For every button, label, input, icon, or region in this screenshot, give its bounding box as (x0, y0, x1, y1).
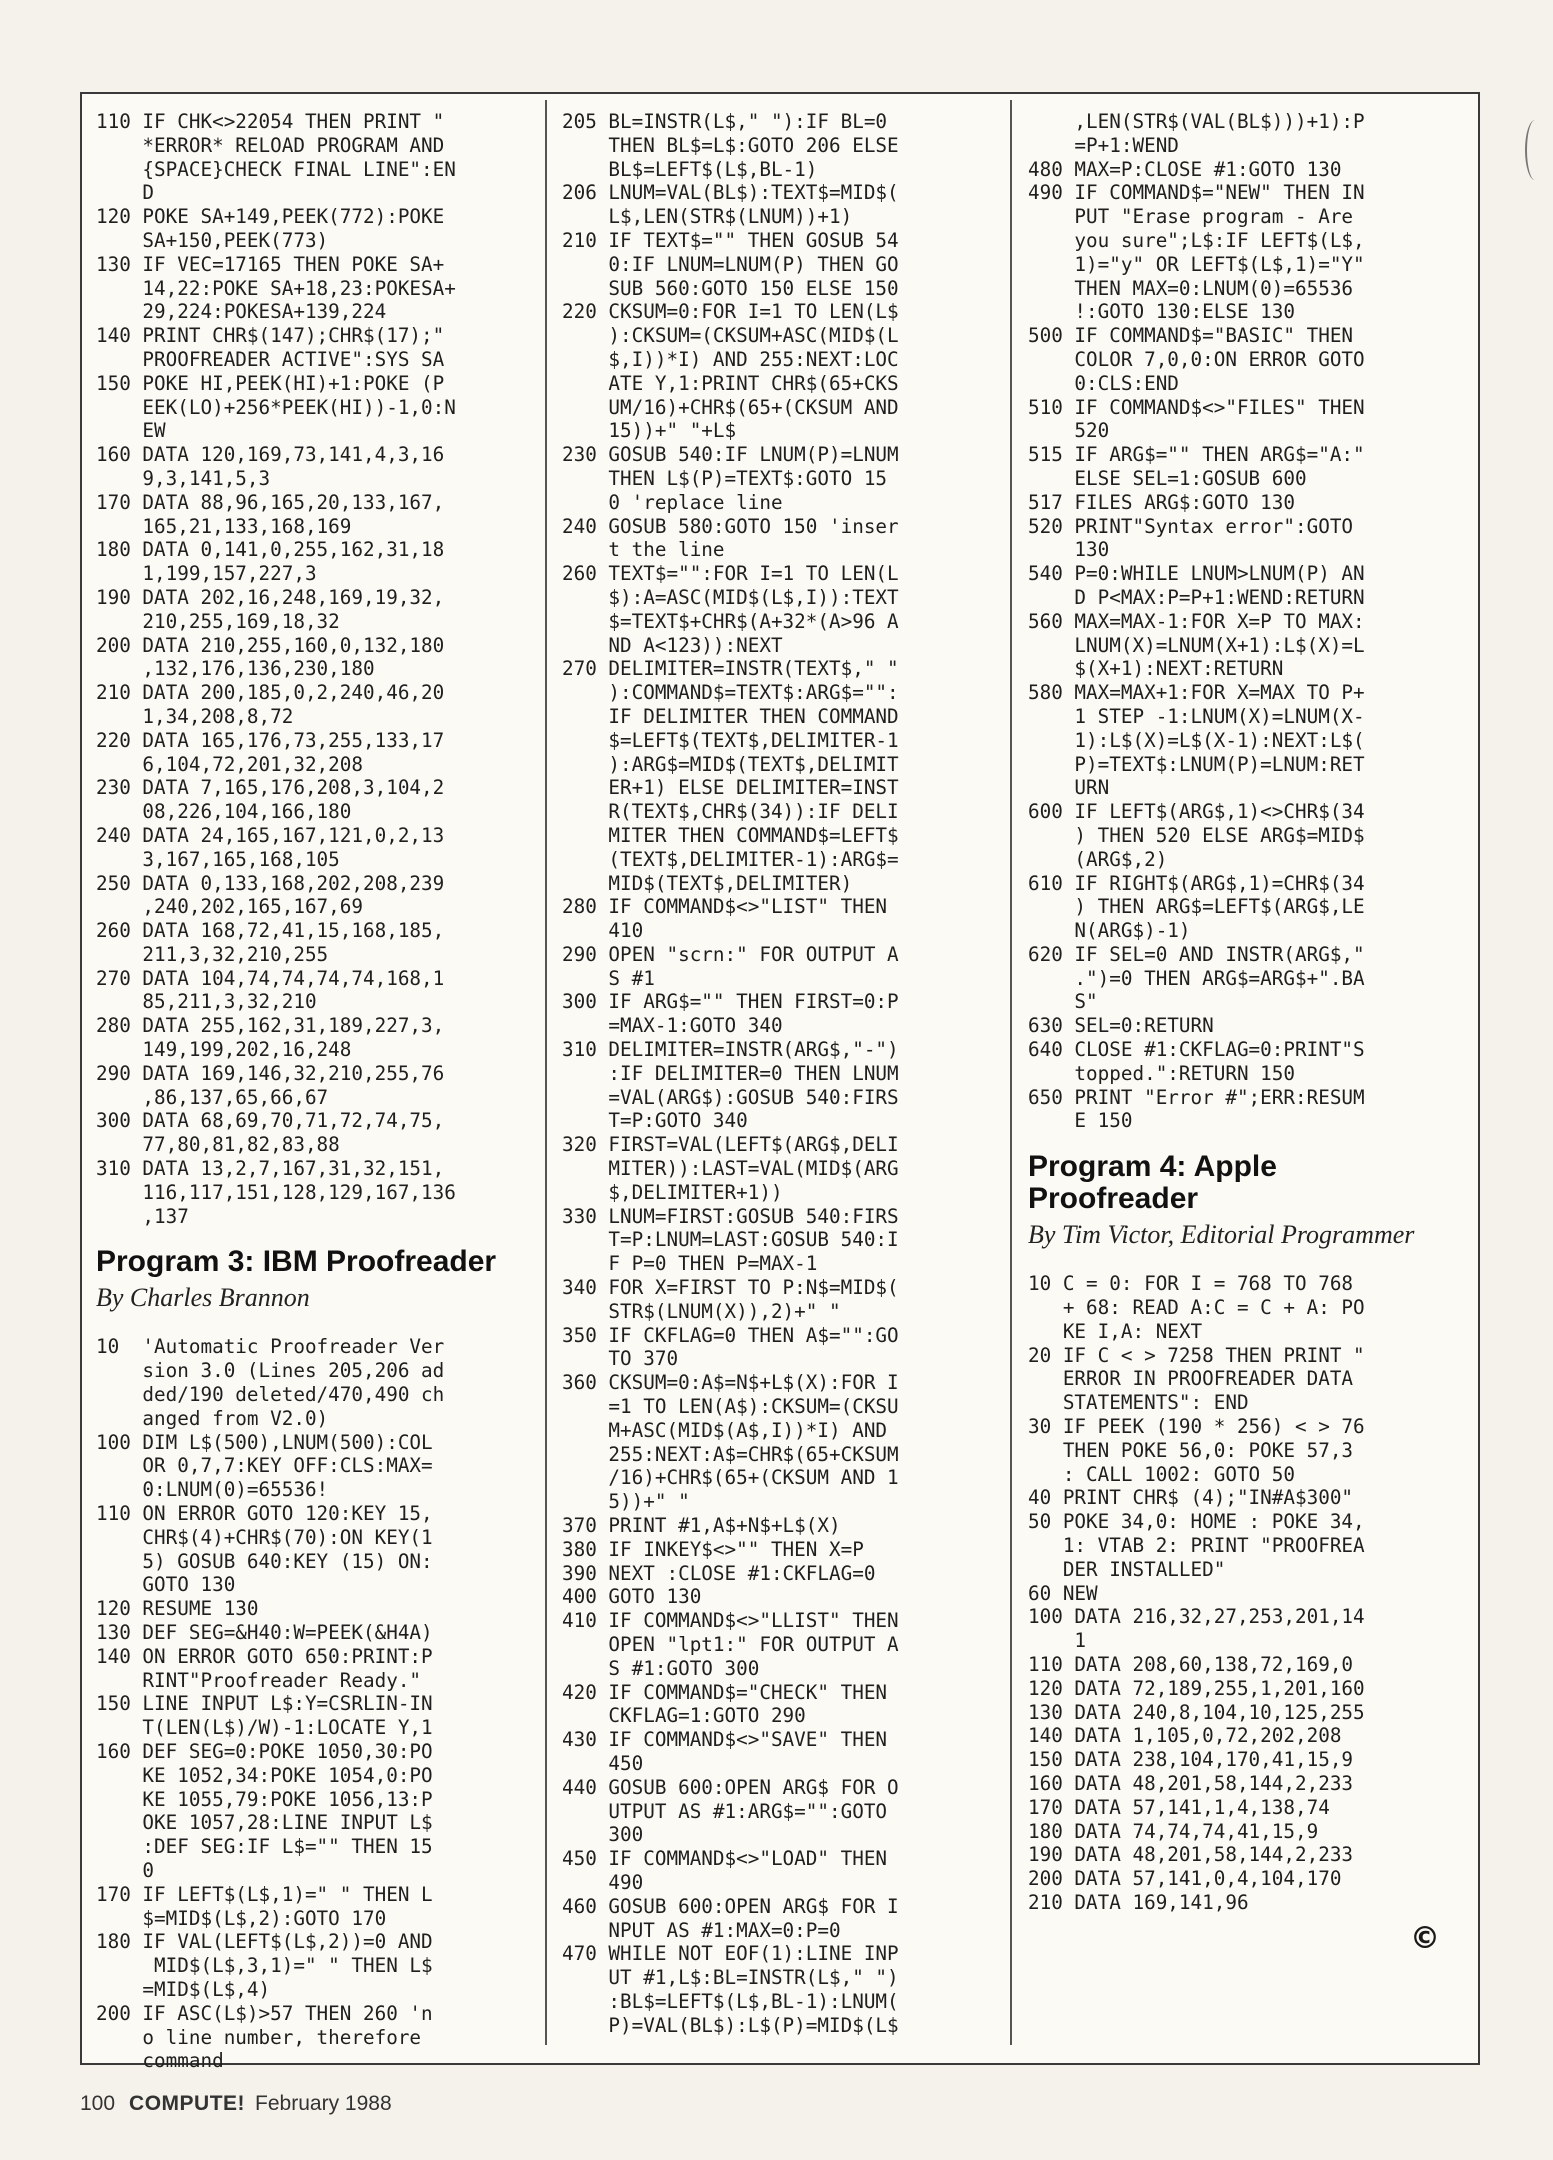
code-line: 410 IF COMMAND$<>"LLIST" THEN (562, 1609, 899, 1633)
column-2 (562, 110, 982, 2038)
code-line: 650 PRINT "Error #";ERR:RESUM (1028, 1085, 1365, 1109)
code-line: 600 IF LEFT$(ARG$,1)<>CHR$(34 (1028, 800, 1365, 824)
code-line: ) THEN 520 ELSE ARG$=MID$ (1028, 823, 1365, 847)
code-line: 160 DEF SEG=0:POKE 1050,30:PO (96, 1740, 433, 1763)
code-line: 200 DATA 57,141,0,4,104,170 (1028, 1867, 1342, 1891)
code-line: 85,211,3,32,210 (96, 990, 317, 1014)
code-line: 240 GOSUB 580:GOTO 150 'inser (562, 514, 899, 538)
code-line: 240 DATA 24,165,167,121,0,2,13 (96, 823, 445, 847)
code-line: M+ASC(MID$(A$,I))*I) AND (562, 1418, 888, 1442)
code-line: OKE 1057,28:LINE INPUT L$ (96, 1811, 433, 1835)
code-line: SA+150,PEEK(773) (96, 228, 329, 252)
code-line: GOTO 130 (96, 1573, 236, 1597)
code-listing-ibm (96, 1335, 516, 2073)
code-line: $(X+1):NEXT:RETURN (1028, 657, 1284, 681)
code-line: URN (1028, 776, 1110, 800)
code-line: 420 IF COMMAND$="CHECK" THEN (562, 1680, 888, 1704)
code-line: STATEMENTS": END (1028, 1391, 1249, 1415)
code-line: /16)+CHR$(65+(CKSUM AND 1 (562, 1466, 899, 1490)
code-line: LNUM(X)=LNUM(X+1):L$(X)=L (1028, 633, 1365, 657)
code-line: 0:IF LNUM=LNUM(P) THEN GO (562, 252, 899, 276)
code-line: THEN POKE 56,0: POKE 57,3 (1028, 1438, 1354, 1462)
code-line: 330 LNUM=FIRST:GOSUB 540:FIRS (562, 1204, 899, 1228)
code-line: 77,80,81,82,83,88 (96, 1133, 340, 1157)
code-line: ,240,202,165,167,69 (96, 895, 363, 919)
section-heading-apple: Program 4: Apple Proofreader (1028, 1150, 1277, 1216)
code-line: 460 GOSUB 600:OPEN ARG$ FOR I (562, 1894, 899, 1918)
code-line: COLOR 7,0,0:ON ERROR GOTO (1028, 347, 1365, 371)
code-line: F P=0 THEN P=MAX-1 (562, 1252, 818, 1276)
code-line: UT #1,L$:BL=INSTR(L$," ") (562, 1966, 899, 1990)
code-line: 170 IF LEFT$(L$,1)=" " THEN L (96, 1882, 433, 1906)
code-line: 500 IF COMMAND$="BASIC" THEN (1028, 324, 1354, 348)
code-line: !:GOTO 130:ELSE 130 (1028, 300, 1295, 324)
code-line: 160 DATA 120,169,73,141,4,3,16 (96, 443, 445, 467)
code-line: 380 IF INKEY$<>"" THEN X=P (562, 1537, 864, 1561)
code-line: :IF DELIMITER=0 THEN LNUM (562, 1061, 899, 1085)
code-line: 1 STEP -1:LNUM(X)=LNUM(X- (1028, 704, 1365, 728)
code-line: $=TEXT$+CHR$(A+32*(A>96 A (562, 609, 899, 633)
code-line: T=P:GOTO 340 (562, 1109, 748, 1133)
code-line: S #1:GOTO 300 (562, 1656, 760, 1680)
code-line: ELSE SEL=1:GOSUB 600 (1028, 466, 1307, 490)
code-line: 140 ON ERROR GOTO 650:PRINT:P (96, 1644, 433, 1668)
code-line: 9,3,141,5,3 (96, 466, 271, 490)
code-line: KE I,A: NEXT (1028, 1319, 1203, 1343)
code-line: 0 'replace line (562, 490, 783, 514)
code-line: 165,21,133,168,169 (96, 514, 352, 538)
code-line: 290 OPEN "scrn:" FOR OUTPUT A (562, 942, 899, 966)
code-line: MITER)):LAST=VAL(MID$(ARG (562, 1157, 899, 1181)
code-line: ERROR IN PROOFREADER DATA (1028, 1367, 1354, 1391)
code-line: SUB 560:GOTO 150 ELSE 150 (562, 276, 899, 300)
code-line: P)=TEXT$:LNUM(P)=LNUM:RET (1028, 752, 1365, 776)
code-line: R(TEXT$,CHR$(34)):IF DELI (562, 800, 899, 824)
code-line: KE 1052,34:POKE 1054,0:PO (96, 1763, 433, 1787)
code-line: 430 IF COMMAND$<>"SAVE" THEN (562, 1728, 888, 1752)
code-line: 0 (96, 1858, 155, 1882)
code-line: OPEN "lpt1:" FOR OUTPUT A (562, 1633, 899, 1656)
code-line: 149,199,202,16,248 (96, 1038, 352, 1062)
code-line: 1)="y" OR LEFT$(L$,1)="Y" (1028, 252, 1365, 276)
code-line: 120 POKE SA+149,PEEK(772):POKE (96, 205, 445, 229)
code-line: BL$=LEFT$(L$,BL-1) (562, 157, 818, 181)
code-line: 620 IF SEL=0 AND INSTR(ARG$," (1028, 942, 1365, 966)
code-line: ER+1) ELSE DELIMITER=INST (562, 776, 899, 800)
code-listing-apple (1028, 1272, 1448, 1915)
byline-ibm: By Charles Brannon (96, 1283, 310, 1313)
code-line: 110 DATA 208,60,138,72,169,0 (1028, 1653, 1354, 1677)
code-line: :DEF SEG:IF L$="" THEN 15 (96, 1835, 433, 1859)
code-line: anged from V2.0) (96, 1406, 329, 1430)
code-line: 610 IF RIGHT$(ARG$,1)=CHR$(34 (1028, 871, 1365, 895)
code-line: 190 DATA 48,201,58,144,2,233 (1028, 1843, 1354, 1867)
code-line: 210,255,169,18,32 (96, 609, 340, 633)
code-line: :BL$=LEFT$(L$,BL-1):LNUM( (562, 1989, 899, 2013)
code-line: 6,104,72,201,32,208 (96, 752, 363, 776)
code-line: 210 IF TEXT$="" THEN GOSUB 54 (562, 228, 899, 252)
code-line: $,I))*I) AND 255:NEXT:LOC (562, 347, 899, 371)
code-line: MID$(L$,3,1)=" " THEN L$ (96, 1954, 433, 1978)
code-line: EW (96, 419, 166, 443)
code-line: 150 LINE INPUT L$:Y=CSRLIN-IN (96, 1692, 433, 1716)
code-line: 630 SEL=0:RETURN (1028, 1014, 1214, 1038)
code-line: ):CKSUM=(CKSUM+ASC(MID$(L (562, 324, 899, 348)
code-line: 340 FOR X=FIRST TO P:N$=MID$( (562, 1276, 899, 1300)
code-line: *ERROR* RELOAD PROGRAM AND (96, 133, 445, 157)
code-line: 310 DATA 13,2,7,167,31,32,151, (96, 1157, 445, 1181)
code-line: 250 DATA 0,133,168,202,208,239 (96, 871, 445, 895)
page-footer (80, 2092, 392, 2116)
code-line: 480 MAX=P:CLOSE #1:GOTO 130 (1028, 157, 1342, 181)
code-line: 580 MAX=MAX+1:FOR X=MAX TO P+ (1028, 681, 1365, 705)
code-line: T(LEN(L$)/W)-1:LOCATE Y,1 (96, 1716, 433, 1740)
code-line: 116,117,151,128,129,167,136 (96, 1180, 456, 1204)
code-line: 390 NEXT :CLOSE #1:CKFLAG=0 (562, 1561, 876, 1585)
code-line: 180 DATA 0,141,0,255,162,31,18 (96, 538, 445, 562)
code-line: .")=0 THEN ARG$=ARG$+".BA (1028, 966, 1365, 990)
code-line: 30 IF PEEK (190 * 256) < > 76 (1028, 1415, 1365, 1439)
code-line: {SPACE}CHECK FINAL LINE":EN (96, 157, 456, 181)
code-line: 100 DATA 216,32,27,253,201,14 (1028, 1605, 1365, 1629)
code-line: 350 IF CKFLAG=0 THEN A$="":GO (562, 1323, 899, 1347)
copyright-icon: © (1410, 1920, 1440, 1956)
code-line: =MID$(L$,4) (96, 1977, 271, 2001)
code-line: 1 (1028, 1629, 1087, 1653)
code-line: ,132,176,136,230,180 (96, 657, 375, 681)
code-line: $=MID$(L$,2):GOTO 170 (96, 1906, 387, 1930)
code-line: 270 DATA 104,74,74,74,74,168,1 (96, 966, 445, 990)
code-line: IF DELIMITER THEN COMMAND (562, 704, 899, 728)
code-line: ,LEN(STR$(VAL(BL$)))+1):P (1028, 110, 1365, 133)
code-line: ) THEN ARG$=LEFT$(ARG$,LE (1028, 895, 1365, 919)
code-line: 370 PRINT #1,A$+N$+L$(X) (562, 1514, 841, 1538)
code-line: E 150 (1028, 1109, 1133, 1133)
code-line: DER INSTALLED" (1028, 1557, 1226, 1581)
code-line: 110 IF CHK<>22054 THEN PRINT " (96, 110, 445, 133)
code-line: 08,226,104,166,180 (96, 800, 352, 824)
code-listing-c64-end (96, 110, 516, 1228)
code-line: sion 3.0 (Lines 205,206 ad (96, 1359, 445, 1383)
code-line: 560 MAX=MAX-1:FOR X=P TO MAX: (1028, 609, 1365, 633)
code-line: 100 DIM L$(500),LNUM(500):COL (96, 1430, 433, 1454)
code-line: ATE Y,1:PRINT CHR$(65+CKS (562, 371, 899, 395)
code-line: $=LEFT$(TEXT$,DELIMITER-1 (562, 728, 899, 752)
code-line: + 68: READ A:C = C + A: PO (1028, 1296, 1365, 1320)
code-line: : CALL 1002: GOTO 50 (1028, 1462, 1295, 1486)
code-line: 1):L$(X)=L$(X-1):NEXT:L$( (1028, 728, 1365, 752)
code-line: STR$(LNUM(X)),2)+" " (562, 1299, 841, 1323)
code-line: =MAX-1:GOTO 340 (562, 1014, 783, 1038)
code-line: 130 DATA 240,8,104,10,125,255 (1028, 1700, 1365, 1724)
code-line: 490 (562, 1870, 644, 1894)
code-line: 60 NEW (1028, 1581, 1098, 1605)
code-listing-ibm-cont (562, 110, 982, 2038)
code-line: 5))+" " (562, 1490, 690, 1514)
code-line: D P<MAX:P=P+1:WEND:RETURN (1028, 585, 1365, 609)
code-line: 230 GOSUB 540:IF LNUM(P)=LNUM (562, 443, 899, 467)
code-line: ND A<123)):NEXT (562, 633, 783, 657)
code-line: S #1 (562, 966, 655, 990)
page-number: 100 (80, 2092, 116, 2115)
code-line: CKFLAG=1:GOTO 290 (562, 1704, 806, 1728)
code-line: 170 DATA 57,141,1,4,138,74 (1028, 1795, 1330, 1819)
code-line: 450 IF COMMAND$<>"LOAD" THEN (562, 1847, 888, 1871)
code-line: 410 (562, 919, 644, 943)
byline-apple: By Tim Victor, Editorial Programmer (1028, 1220, 1415, 1250)
code-line: THEN MAX=0:LNUM(0)=65536 (1028, 276, 1354, 300)
code-line: KE 1055,79:POKE 1056,13:P (96, 1787, 433, 1811)
code-line: CHR$(4)+CHR$(70):ON KEY(1 (96, 1525, 433, 1549)
section-heading-ibm: Program 3: IBM Proofreader (96, 1245, 497, 1279)
code-line: 517 FILES ARG$:GOTO 130 (1028, 490, 1295, 514)
code-line: 440 GOSUB 600:OPEN ARG$ FOR O (562, 1775, 899, 1799)
code-line: $,DELIMITER+1)) (562, 1180, 783, 1204)
issue-date: February 1988 (255, 2092, 392, 2115)
code-line: 200 IF ASC(L$)>57 THEN 260 'n (96, 2001, 433, 2025)
code-line: EEK(LO)+256*PEEK(HI))-1,0:N (96, 395, 456, 419)
column-1 (96, 110, 516, 2073)
code-line: UM/16)+CHR$(65+(CKSUM AND (562, 395, 899, 419)
code-line: ded/190 deleted/470,490 ch (96, 1383, 445, 1407)
code-line: 470 WHILE NOT EOF(1):LINE INP (562, 1942, 899, 1966)
code-line: P)=VAL(BL$):L$(P)=MID$(L$ (562, 2013, 899, 2037)
code-line: =P+1:WEND (1028, 133, 1179, 157)
code-line: NPUT AS #1:MAX=0:P=0 (562, 1918, 841, 1942)
code-line: =1 TO LEN(A$):CKSUM=(CKSU (562, 1395, 899, 1419)
code-line: PROOFREADER ACTIVE":SYS SA (96, 347, 445, 371)
code-line: 220 DATA 165,176,73,255,133,17 (96, 728, 445, 752)
code-line: MID$(TEXT$,DELIMITER) (562, 871, 853, 895)
code-line: T=P:LNUM=LAST:GOSUB 540:I (562, 1228, 899, 1252)
code-line: 110 ON ERROR GOTO 120:KEY 15, (96, 1502, 433, 1526)
code-line: (TEXT$,DELIMITER-1):ARG$= (562, 847, 899, 871)
code-line: RINT"Proofreader Ready." (96, 1668, 422, 1692)
code-line: 170 DATA 88,96,165,20,133,167, (96, 490, 445, 514)
code-line: OR 0,7,7:KEY OFF:CLS:MAX= (96, 1454, 433, 1478)
code-line: MITER THEN COMMAND$=LEFT$ (562, 823, 899, 847)
code-line: 10 'Automatic Proofreader Ver (96, 1335, 445, 1359)
code-line: you sure";L$:IF LEFT$(L$, (1028, 228, 1365, 252)
code-listing-ibm-end (1028, 110, 1448, 1133)
code-line: 140 PRINT CHR$(147);CHR$(17);" (96, 324, 445, 348)
code-line: 120 RESUME 130 (96, 1597, 259, 1621)
code-line: 130 DEF SEG=&H40:W=PEEK(&H4A) (96, 1621, 433, 1645)
code-line: 140 DATA 1,105,0,72,202,208 (1028, 1724, 1342, 1748)
code-line: 160 DATA 48,201,58,144,2,233 (1028, 1772, 1354, 1795)
code-line: 29,224:POKESA+139,224 (96, 300, 387, 324)
column-divider (1010, 100, 1012, 2045)
code-line: 211,3,32,210,255 (96, 942, 329, 966)
code-line: 640 CLOSE #1:CKFLAG=0:PRINT"S (1028, 1038, 1365, 1062)
code-line: UTPUT AS #1:ARG$="":GOTO (562, 1799, 888, 1823)
code-line: S" (1028, 990, 1098, 1014)
code-line: 280 IF COMMAND$<>"LIST" THEN (562, 895, 888, 919)
code-line: 210 DATA 169,141,96 (1028, 1890, 1249, 1914)
code-line: 14,22:POKE SA+18,23:POKESA+ (96, 276, 456, 300)
code-line: 320 FIRST=VAL(LEFT$(ARG$,DELI (562, 1133, 899, 1157)
code-line: 255:NEXT:A$=CHR$(65+CKSUM (562, 1442, 899, 1466)
code-line: 205 BL=INSTR(L$," "):IF BL=0 (562, 110, 888, 133)
code-line: 490 IF COMMAND$="NEW" THEN IN (1028, 181, 1365, 205)
code-line: ):ARG$=MID$(TEXT$,DELIMIT (562, 752, 899, 776)
code-line: 206 LNUM=VAL(BL$):TEXT$=MID$( (562, 181, 899, 205)
code-line: ,137 (96, 1204, 189, 1228)
code-line: $):A=ASC(MID$(L$,I)):TEXT (562, 585, 899, 609)
code-line: 120 DATA 72,189,255,1,201,160 (1028, 1676, 1365, 1700)
page-curl (1525, 120, 1545, 180)
code-line: 40 PRINT CHR$ (4);"IN#A$300" (1028, 1486, 1354, 1510)
code-line: 515 IF ARG$="" THEN ARG$="A:" (1028, 443, 1365, 467)
code-line: 130 (1028, 538, 1110, 562)
code-line: 270 DELIMITER=INSTR(TEXT$," " (562, 657, 899, 681)
magazine-name: COMPUTE! (129, 2092, 246, 2115)
code-line: D (96, 181, 155, 205)
code-line: ):COMMAND$=TEXT$:ARG$="": (562, 681, 899, 705)
code-line: N(ARG$)-1) (1028, 919, 1191, 943)
code-line: t the line (562, 538, 725, 562)
code-line: 150 POKE HI,PEEK(HI)+1:POKE (P (96, 371, 445, 395)
code-line: 310 DELIMITER=INSTR(ARG$,"-") (562, 1038, 899, 1062)
code-line: 15))+" "+L$ (562, 419, 737, 443)
code-line: 200 DATA 210,255,160,0,132,180 (96, 633, 445, 657)
column-3 (1028, 110, 1448, 1956)
code-line: 1: VTAB 2: PRINT "PROOFREA (1028, 1534, 1365, 1558)
code-line: 20 IF C < > 7258 THEN PRINT " (1028, 1343, 1365, 1367)
code-line: 210 DATA 200,185,0,2,240,46,20 (96, 681, 445, 705)
code-line: =VAL(ARG$):GOSUB 540:FIRS (562, 1085, 899, 1109)
code-line: 280 DATA 255,162,31,189,227,3, (96, 1014, 445, 1038)
code-line: topped.":RETURN 150 (1028, 1061, 1295, 1085)
code-line: 3,167,165,168,105 (96, 847, 340, 871)
code-line: 260 TEXT$="":FOR I=1 TO LEN(L (562, 562, 899, 586)
code-line: L$,LEN(STR$(LNUM))+1) (562, 205, 853, 229)
code-line: 0:CLS:END (1028, 371, 1179, 395)
code-line: 360 CKSUM=0:A$=N$+L$(X):FOR I (562, 1371, 899, 1395)
code-line: 230 DATA 7,165,176,208,3,104,2 (96, 776, 445, 800)
code-line: 300 (562, 1823, 644, 1847)
code-line: (ARG$,2) (1028, 847, 1168, 871)
code-line: 450 (562, 1751, 644, 1775)
code-line: 10 C = 0: FOR I = 768 TO 768 (1028, 1272, 1354, 1296)
column-divider (545, 100, 547, 2045)
code-line: o line number, therefore (96, 2025, 422, 2049)
code-line: 290 DATA 169,146,32,210,255,76 (96, 1061, 445, 1085)
code-line: 300 DATA 68,69,70,71,72,74,75, (96, 1109, 445, 1133)
code-line: 1,34,208,8,72 (96, 704, 294, 728)
code-line: 5) GOSUB 640:KEY (15) ON: (96, 1549, 433, 1573)
code-line: ,86,137,65,66,67 (96, 1085, 329, 1109)
code-line: 540 P=0:WHILE LNUM>LNUM(P) AN (1028, 562, 1365, 586)
code-line: 190 DATA 202,16,248,169,19,32, (96, 585, 445, 609)
code-line: 1,199,157,227,3 (96, 562, 317, 586)
code-line: THEN BL$=L$:GOTO 206 ELSE (562, 133, 899, 157)
code-line: 520 (1028, 419, 1110, 443)
code-line: 150 DATA 238,104,170,41,15,9 (1028, 1748, 1354, 1772)
code-line: 520 PRINT"Syntax error":GOTO (1028, 514, 1354, 538)
code-line: THEN L$(P)=TEXT$:GOTO 15 (562, 466, 888, 490)
code-line: 180 IF VAL(LEFT$(L$,2))=0 AND (96, 1930, 433, 1954)
code-line: command (96, 2049, 224, 2073)
code-line: 0:LNUM(0)=65536! (96, 1478, 329, 1502)
code-line: TO 370 (562, 1347, 679, 1371)
code-line: 180 DATA 74,74,74,41,15,9 (1028, 1819, 1319, 1843)
code-line: 220 CKSUM=0:FOR I=1 TO LEN(L$ (562, 300, 899, 324)
code-line: 260 DATA 168,72,41,15,168,185, (96, 919, 445, 943)
code-line: PUT "Erase program - Are (1028, 205, 1354, 229)
code-line: 300 IF ARG$="" THEN FIRST=0:P (562, 990, 899, 1014)
code-line: 50 POKE 34,0: HOME : POKE 34, (1028, 1510, 1365, 1534)
code-line: 510 IF COMMAND$<>"FILES" THEN (1028, 395, 1365, 419)
code-line: 130 IF VEC=17165 THEN POKE SA+ (96, 252, 445, 276)
code-line: 400 GOTO 130 (562, 1585, 702, 1609)
